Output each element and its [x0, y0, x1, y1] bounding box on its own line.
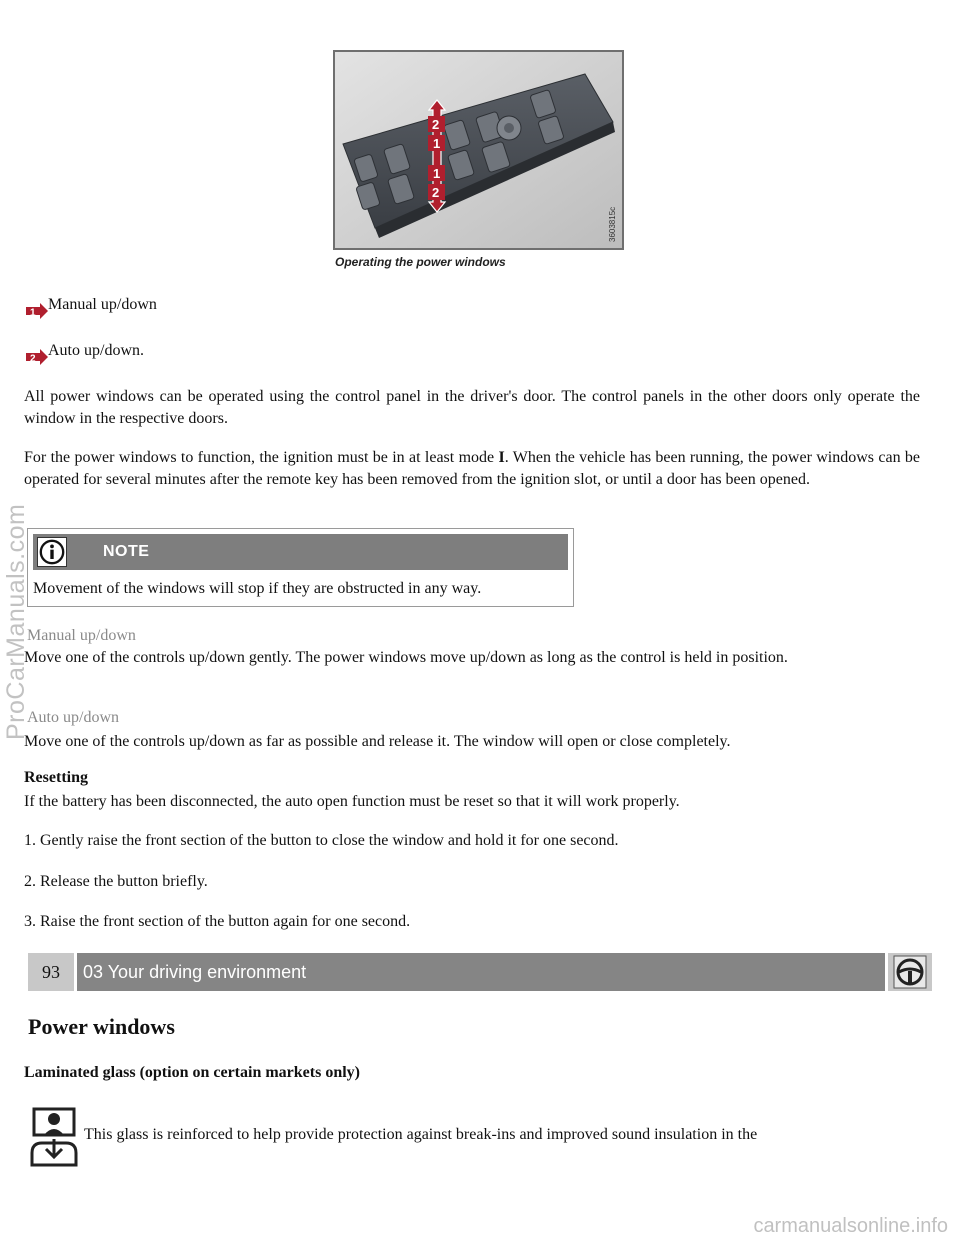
reset-step-2: 2. Release the button briefly.: [24, 873, 208, 890]
laminated-body: This glass is reinforced to help provide protection against break-ins and improved sound insulation in the: [84, 1126, 758, 1143]
resetting-heading: Resetting: [24, 769, 88, 786]
page-title: Power windows: [28, 1014, 175, 1039]
svg-text:1: 1: [30, 307, 36, 319]
callout-1-upper: 1: [433, 136, 441, 151]
watermark-procarmanuals: ProCarManuals.com: [2, 503, 30, 740]
manual-heading: Manual up/down: [27, 627, 136, 644]
auto-body: Move one of the controls up/down as far as possible and release it. The window will open or close completely.: [24, 733, 731, 750]
ignition-mode: I: [498, 449, 505, 466]
reset-step-3: 3. Raise the front section of the button again for one second.: [24, 913, 411, 930]
badge-1-icon: [26, 303, 48, 319]
power-window-illustration: [333, 50, 624, 250]
info-icon: [37, 537, 67, 567]
laminated-heading: Laminated glass (option on certain markets only): [24, 1064, 360, 1081]
watermark-carmanualsonline: carmanualsonline.info: [753, 1215, 948, 1237]
legend-manual: Manual up/down: [48, 296, 157, 313]
manual-body: Move one of the controls up/down gently. The power windows move up/down as long as the control is held in position.: [24, 649, 788, 666]
note-box: [27, 528, 574, 607]
legend-auto: Auto up/down.: [48, 342, 144, 359]
note-header: [33, 534, 568, 570]
resetting-body: If the battery has been disconnected, the auto open function must be reset so that it will work properly.: [24, 793, 680, 810]
svg-text:2: 2: [30, 353, 36, 365]
callout-1-lower: 1: [433, 166, 441, 181]
reset-step-1: 1. Gently raise the front section of the button to close the window and hold it for one second.: [24, 832, 619, 849]
ignition-paragraph: For the power windows to function, the ignition must be in at least mode I. When the vehicle has been running, the power windows can be operated for several minutes after the remote key has been removed from the ignition slot, or until a door has been opened.: [24, 449, 921, 488]
door-control-panel-drawing: [335, 52, 622, 248]
note-body: Movement of the windows will stop if they are obstructed in any way.: [33, 580, 482, 597]
intro-paragraph: All power windows can be operated using the control panel in the driver's door. The control panels in the other doors only operate the window in the respective doors.: [24, 388, 920, 427]
auto-heading: Auto up/down: [27, 709, 119, 726]
section-name: 03 Your driving environment: [77, 953, 885, 991]
figure-caption: Operating the power windows: [335, 255, 506, 269]
badge-2-icon: [26, 349, 48, 365]
callout-2-lower: 2: [432, 185, 440, 200]
callout-2-upper: 2: [432, 117, 440, 132]
page-number: 93: [28, 953, 74, 991]
steering-wheel-icon: [888, 953, 932, 991]
laminated-glass-icon: [28, 1105, 80, 1171]
figure-code: 3603815c: [608, 206, 617, 242]
note-title: NOTE: [103, 543, 150, 560]
page-footer-bar: [28, 953, 932, 991]
